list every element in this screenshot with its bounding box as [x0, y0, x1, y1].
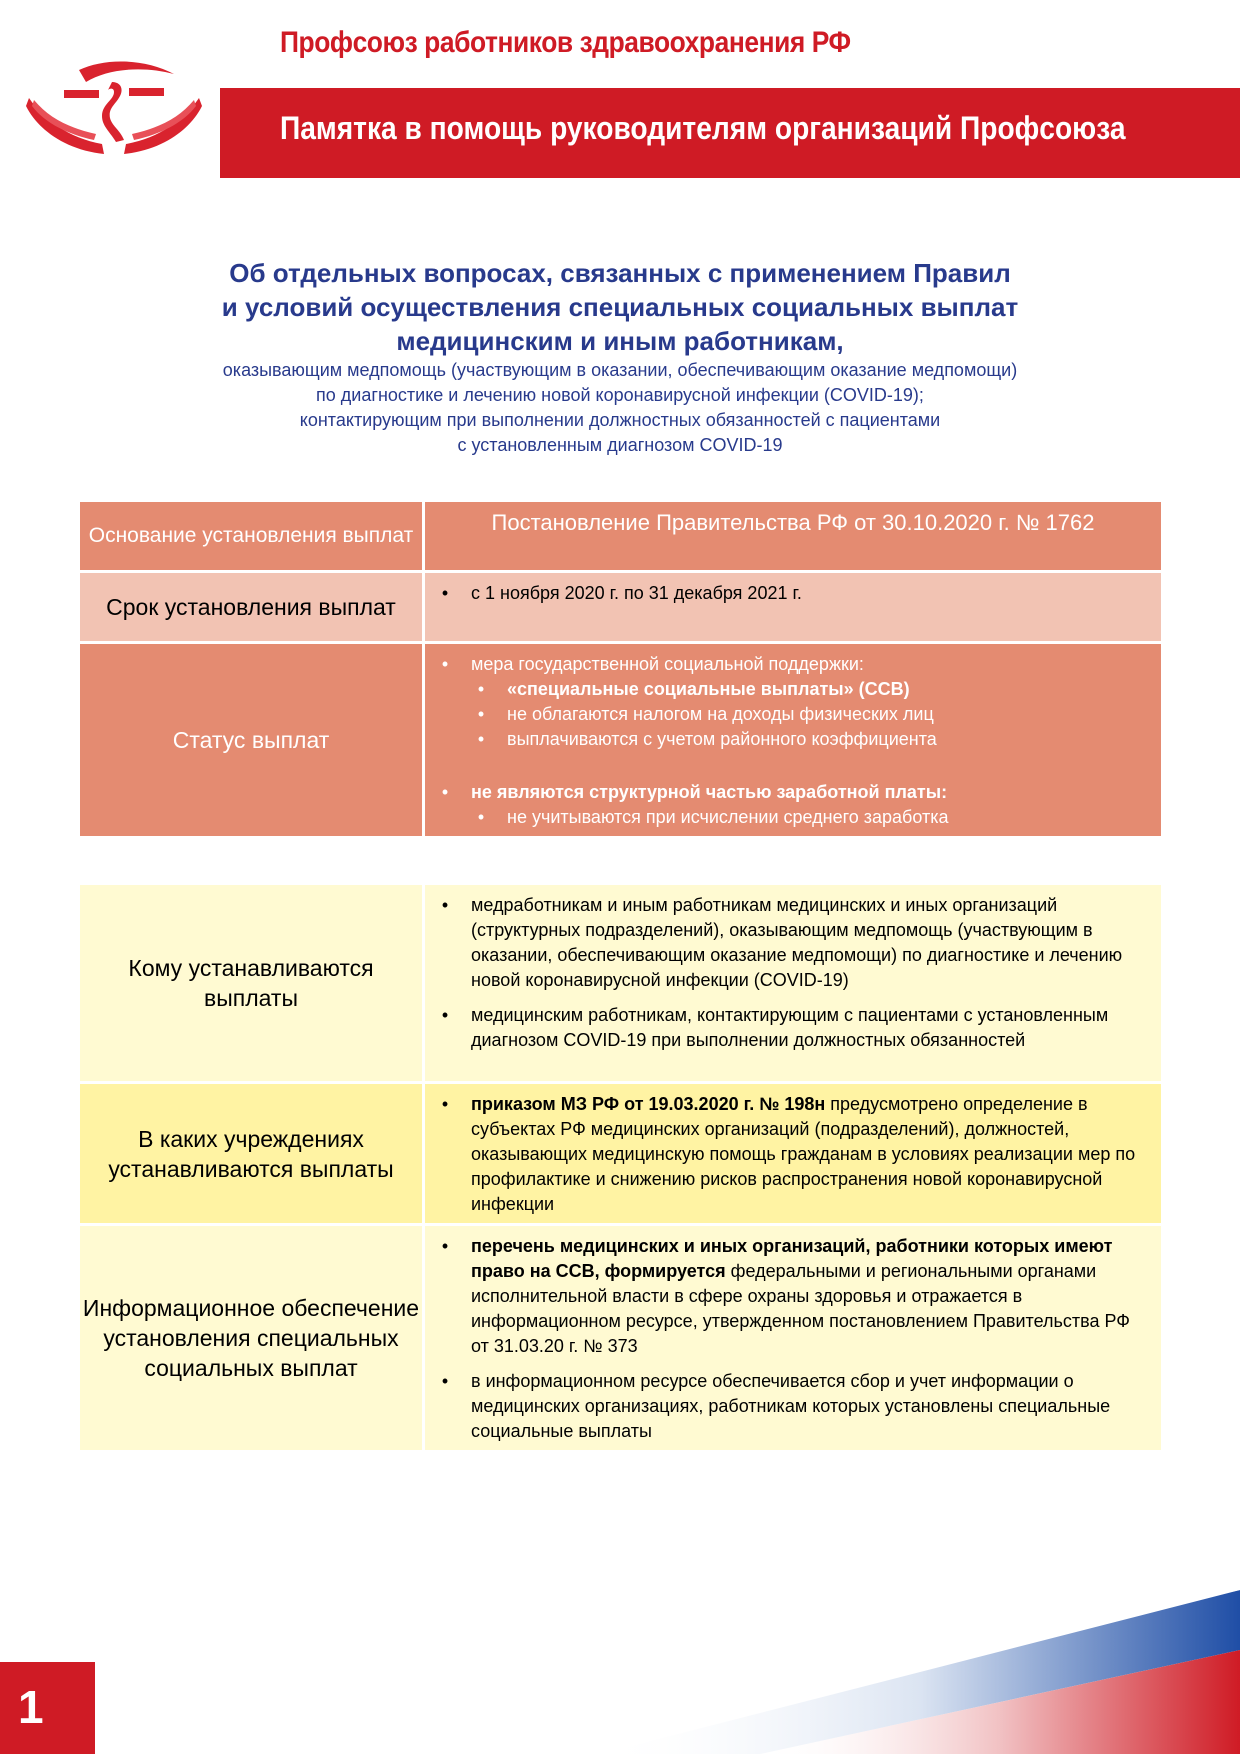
list-item: • медработникам и иным работникам медицинских и иных организаций (структурных подразделений), оказывающим медпомощь (участвующим в оказании, обеспечивающим оказание медпомощи) по диагностике и лечению новой коронавирусной инфекции (COVID-19) — [471, 893, 1151, 993]
heading-sub-3: контактирующим при выполнении должностных обязанностей с пациентами — [299, 410, 941, 430]
where-text: предусмотрено определение в субъектах РФ медицинских организаций (подразделений), должностей, оказывающих медицинскую помощь гражданам в условиях реализации мер по профилактике и снижению рисков распространения новой коронавирусной инфекции — [471, 1094, 1136, 1214]
heading-line-2: и условий осуществления специальных социальных выплат — [221, 292, 1019, 322]
heading-sub-4: с установленным диагнозом COVID-19 — [457, 435, 783, 455]
banner-title: Памятка в помощь руководителям организаций Профсоюза — [280, 110, 1126, 146]
list-item: • медицинским работникам, контактирующим с пациентами с установленным диагнозом COVID-19 при выполнении должностных обязанностей — [471, 1003, 1151, 1053]
list-item: • выплачиваются с учетом районного коэффициента — [507, 727, 1151, 752]
page-number — [0, 1662, 95, 1754]
list-item: • не учитываются при исчислении среднего заработка — [507, 805, 1151, 830]
info-label: Информационное обеспечение установления специальных социальных выплат — [79, 1225, 424, 1452]
list-item: • в информационном ресурсе обеспечивается сбор и учет информации о медицинских организациях, работникам которых установлены специальные социальные выплаты — [471, 1369, 1151, 1444]
status-sub-text: «специальные социальные выплаты» (ССВ) — [507, 679, 910, 699]
page-number-text: 1 — [18, 1681, 44, 1733]
organization-name: Профсоюз работников здравоохранения РФ — [280, 26, 851, 59]
list-item: • не облагаются налогом на доходы физических лиц — [507, 702, 1151, 727]
heading-line-1: Об отдельных вопросах, связанных с применением Правил — [229, 258, 1011, 288]
where-label: В каких учреждениях устанавливаются выплаты — [79, 1083, 424, 1225]
info-text: федеральными и региональными органами исполнительной власти в сфере охраны здоровья и отражается в информационном ресурсе, утвержденном постановлением Правительства РФ от 31.03.20 г. № 373 — [471, 1261, 1130, 1356]
heading-sub-2: по диагностике и лечению новой коронавирусной инфекции (COVID-19); — [316, 385, 924, 405]
status-label: Статус выплат — [79, 643, 424, 838]
basis-label: Основание установления выплат — [79, 501, 424, 572]
where-bold-text: приказом МЗ РФ от 19.03.2020 г. № 198н — [471, 1094, 826, 1114]
list-item: • с 1 ноября 2020 г. по 31 декабря 2021 г. — [471, 581, 1151, 606]
status-item-text: не являются структурной частью заработной платы: — [471, 782, 948, 802]
basis-value: Постановление Правительства РФ от 30.10.2020 г. № 1762 — [424, 501, 1163, 572]
heading-sub-1: оказывающим медпомощь (участвующим в оказании, обеспечивающим оказание медпомощи) — [222, 360, 1018, 380]
term-label: Срок установления выплат — [79, 572, 424, 643]
info-bold-text: перечень медицинских и иных организаций, работники которых имеют право на ССВ, формируется — [471, 1236, 1113, 1281]
status-item-text: мера государственной социальной поддержки: — [471, 654, 864, 674]
heading-line-3: медицинским и иным работникам, — [396, 326, 844, 356]
who-label: Кому устанавливаются выплаты — [79, 884, 424, 1083]
